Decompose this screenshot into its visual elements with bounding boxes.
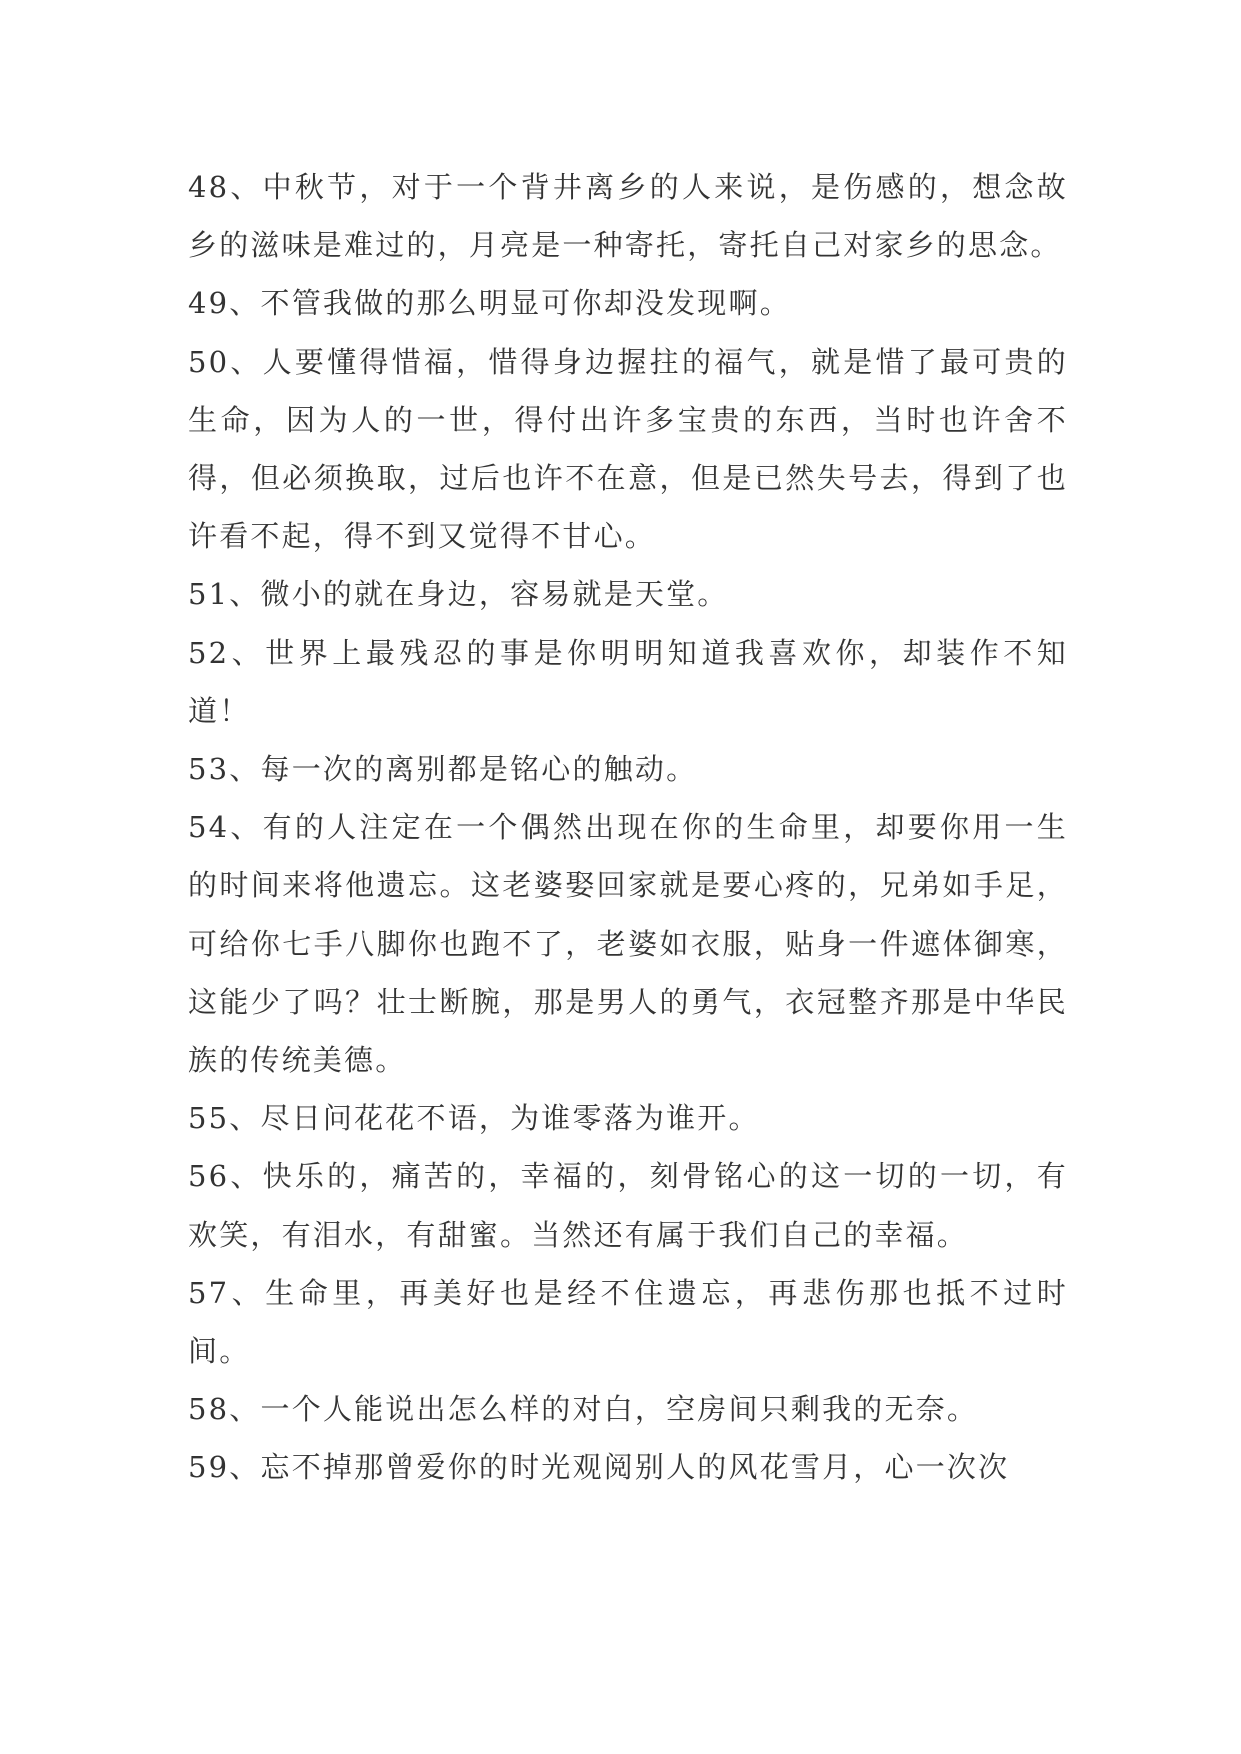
entry-48: 48、中秋节，对于一个背井离乡的人来说，是伤感的，想念故乡的滋味是难过的，月亮是一种寄托，寄托自己对家乡的思念。	[188, 170, 1068, 263]
entry-57: 57、生命里，再美好也是经不住遗忘，再悲伤那也抵不过时间。	[188, 1275, 1068, 1369]
entry-58: 58、一个人能说出怎么样的对白，空房间只剩我的无奈。	[188, 1392, 979, 1427]
entry-51: 51、微小的就在身边，容易就是天堂。	[188, 577, 729, 612]
document-body	[188, 158, 1068, 1497]
entry-54: 54、有的人注定在一个偶然出现在你的生命里，却要你用一生的时间来将他遗忘。这老婆娶回家就是要心疼的，兄弟如手足，可给你七手八脚你也跑不了，老婆如衣服，贴身一件遮体御寒，这能少了吗？壮士断腕，那是男人的勇气，衣冠整齐那是中华民族的传统美德。	[188, 810, 1068, 1078]
entry-53: 53、每一次的离别都是铭心的触动。	[188, 752, 698, 787]
entry-59: 59、忘不掉那曾爱你的时光观阅别人的风花雪月，心一次次	[188, 1450, 1010, 1485]
entry-56: 56、快乐的，痛苦的，幸福的，刻骨铭心的这一切的一切，有欢笑，有泪水，有甜蜜。当然还有属于我们自己的幸福。	[188, 1159, 1068, 1252]
entry-50: 50、人要懂得惜福，惜得身边握拄的福气，就是惜了最可贵的生命，因为人的一世，得付出许多宝贵的东西，当时也许舍不得，但必须换取，过后也许不在意，但是已然失号去，得到了也许看不起，得不到又觉得不甘心。	[188, 344, 1068, 554]
entry-49: 49、不管我做的那么明显可你却没发现啊。	[188, 286, 791, 321]
entry-52: 52、世界上最残忍的事是你明明知道我喜欢你，却装作不知道！	[188, 635, 1068, 728]
entry-55: 55、尽日问花花不语，为谁零落为谁开。	[188, 1101, 760, 1136]
